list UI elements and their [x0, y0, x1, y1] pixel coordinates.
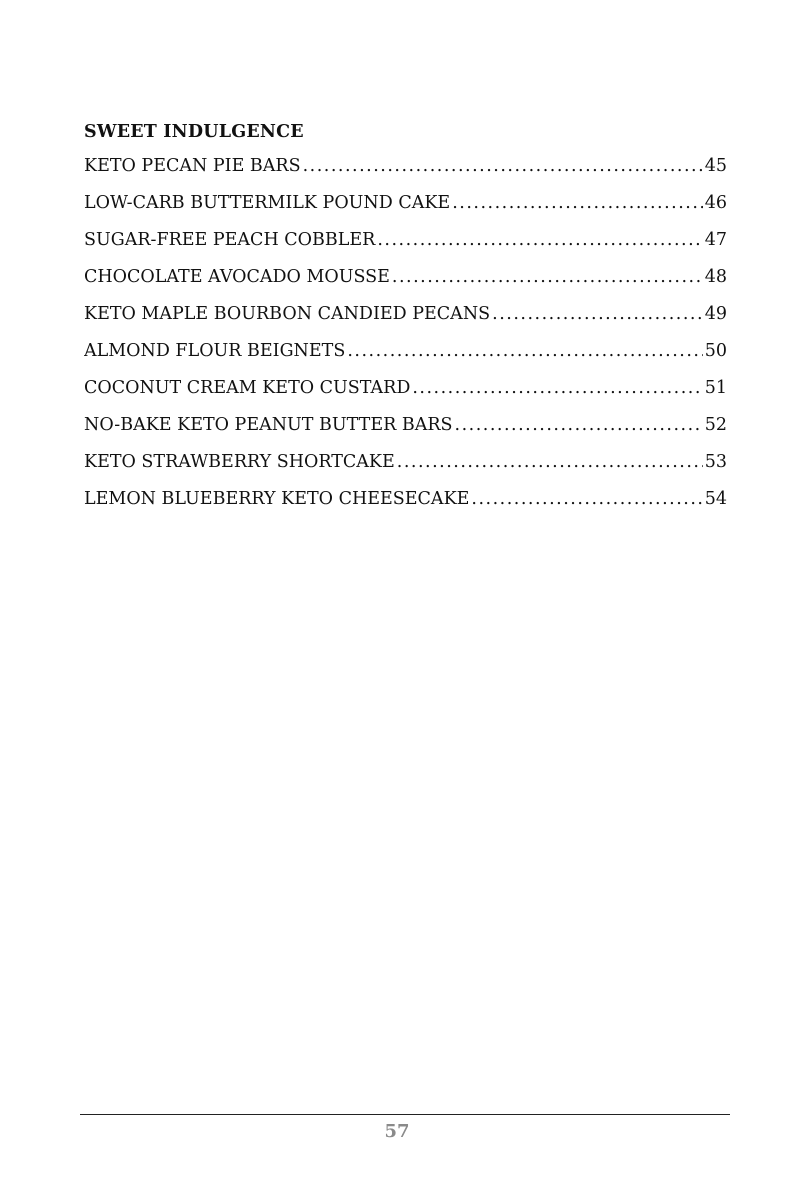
dot-leader: [492, 296, 703, 333]
toc-entry[interactable]: [84, 185, 727, 222]
toc-entry[interactable]: [84, 444, 727, 481]
entry-title: CHOCOLATE AVOCADO MOUSSE: [84, 267, 390, 287]
entry-page-number: 54: [704, 489, 727, 509]
entry-page-number: 51: [704, 378, 727, 398]
dot-leader: [303, 148, 703, 185]
entry-title: NO-BAKE KETO PEANUT BUTTER BARS: [84, 415, 453, 435]
section-heading: SWEET INDULGENCE: [84, 122, 304, 142]
entry-page-number: 50: [704, 341, 727, 361]
footer-page-number: 57: [384, 1121, 410, 1142]
entry-page-number: 45: [704, 156, 727, 176]
entry-title: ALMOND FLOUR BEIGNETS: [84, 341, 346, 361]
entry-title: SUGAR-FREE PEACH COBBLER: [84, 230, 376, 250]
toc-entry[interactable]: [84, 222, 727, 259]
entry-title: LOW-CARB BUTTERMILK POUND CAKE: [84, 193, 451, 213]
dot-leader: [455, 407, 703, 444]
entry-page-number: 47: [704, 230, 727, 250]
dot-leader: [377, 222, 702, 259]
entry-page-number: 46: [704, 193, 727, 213]
entry-page-number: 49: [704, 304, 727, 324]
toc-entry[interactable]: [84, 407, 727, 444]
footer-divider: [80, 1114, 730, 1115]
toc-entry[interactable]: [84, 296, 727, 333]
entry-title: LEMON BLUEBERRY KETO CHEESECAKE: [84, 489, 470, 509]
toc-entry[interactable]: [84, 481, 727, 518]
entry-title: COCONUT CREAM KETO CUSTARD: [84, 378, 411, 398]
toc-entry[interactable]: [84, 148, 727, 185]
dot-leader: [397, 444, 703, 481]
entry-title: KETO STRAWBERRY SHORTCAKE: [84, 452, 395, 472]
dot-leader: [471, 481, 702, 518]
dot-leader: [347, 333, 702, 370]
dot-leader: [452, 185, 703, 222]
entry-title: KETO MAPLE BOURBON CANDIED PECANS: [84, 304, 491, 324]
entry-page-number: 48: [704, 267, 727, 287]
dot-leader: [392, 259, 703, 296]
dot-leader: [412, 370, 702, 407]
entry-title: KETO PECAN PIE BARS: [84, 156, 301, 176]
table-of-contents: [84, 118, 727, 518]
toc-entry[interactable]: [84, 333, 727, 370]
entry-page-number: 53: [704, 452, 727, 472]
toc-entry[interactable]: [84, 259, 727, 296]
entry-page-number: 52: [704, 415, 727, 435]
toc-entry[interactable]: [84, 370, 727, 407]
